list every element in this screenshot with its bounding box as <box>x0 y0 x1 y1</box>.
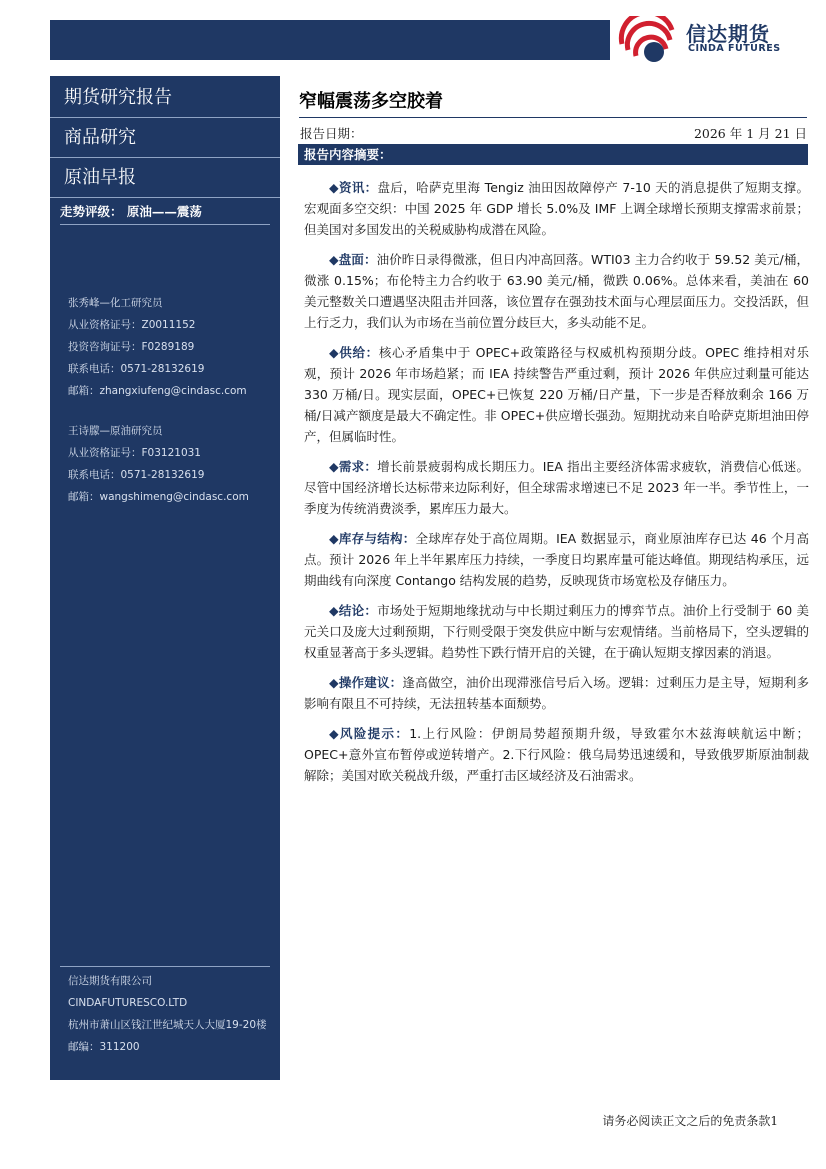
analyst-qualification: 从业资格证号：Z0011152 <box>68 319 196 331</box>
diamond-bullet-icon: ◆ <box>329 180 339 195</box>
analyst-consulting-cert: 投资咨询证号：F0289189 <box>68 341 195 353</box>
paragraph-heading: 结论： <box>338 603 378 618</box>
diamond-bullet-icon: ◆ <box>329 252 339 267</box>
paragraph-heading: 需求： <box>338 459 378 474</box>
analyst-email: 邮箱：wangshimeng@cindasc.com <box>68 491 249 503</box>
analyst-phone: 联系电话：0571-28132619 <box>68 469 205 481</box>
title-underline <box>299 117 807 118</box>
diamond-bullet-icon: ◆ <box>329 531 339 546</box>
paragraph-text: 市场处于短期地缘扰动与中长期过剩压力的博弈节点。油价上行受制于 60 美元关口及庞大过剩预期，下行则受限于突发供应中断与宏观情绪。当前格局下，空头逻辑的权重显著高于多头逻辑。趋势性下跌行情开启的关键，在于确认短期支撑因素的消退。 <box>304 603 809 660</box>
company-postcode: 邮编：311200 <box>68 1041 140 1053</box>
paragraph-market <box>304 249 809 333</box>
paragraph-heading: 供给： <box>339 345 379 360</box>
paragraph-heading: 盘面： <box>338 252 377 267</box>
paragraph-strategy <box>304 672 809 714</box>
paragraph-text: 盘后，哈萨克里海 Tengiz 油田因故障停产 7-10 天的消息提供了短期支撑。宏观面多空交织：中国 2025 年 GDP 增长 5.0%及 IMF 上调全球增长预期支撑需求前景；但美国对多国发出的关税威胁构成潜在风险。 <box>304 180 809 237</box>
company-address: 杭州市萧山区钱江世纪城天人大厦19-20楼 <box>68 1019 267 1031</box>
analyst-name: 张秀峰—化工研究员 <box>68 297 163 309</box>
diamond-bullet-icon: ◆ <box>329 726 340 741</box>
company-divider <box>60 966 270 967</box>
paragraph-news <box>304 177 809 240</box>
analyst-qualification: 从业资格证号：F03121031 <box>68 447 201 459</box>
paragraph-text: 增长前景疲弱构成长期压力。IEA 指出主要经济体需求疲软，消费信心低迷。尽管中国经济增长达标带来边际利好，但全球需求增速已不足 2023 年一半。季节性上，一季度为传统消费淡季，累库压力最大。 <box>304 459 809 516</box>
report-title: 窄幅震荡多空胶着 <box>299 91 443 112</box>
nav-futures-research: 期货研究报告 <box>50 78 280 118</box>
paragraph-text: 1.上行风险：伊朗局势超预期升级，导致霍尔木兹海峡航运中断；OPEC+意外宣布暂停或逆转增产。2.下行风险：俄乌局势迅速缓和，导致俄罗斯原油制裁解除；美国对欧关税战升级，严重打击区域经济及石油需求。 <box>304 726 809 783</box>
report-date-label: 报告日期： <box>300 126 363 141</box>
paragraph-heading: 风险提示： <box>339 726 410 741</box>
company-name-en: CINDAFUTURESCO.LTD <box>68 997 188 1009</box>
nav-commodity-research: 商品研究 <box>50 118 280 158</box>
analyst-wang <box>68 420 278 508</box>
company-info <box>68 970 278 1058</box>
brand-name: 信达期货 <box>686 22 770 46</box>
paragraph-inventory <box>304 528 809 591</box>
rating-divider <box>60 224 270 225</box>
report-date: 2026 年 1 月 21 日 <box>693 126 807 141</box>
paragraph-heading: 操作建议： <box>338 675 403 690</box>
header-band <box>50 20 610 60</box>
trend-rating: 走势评级： 原油——震荡 <box>60 204 202 219</box>
paragraph-demand <box>304 456 809 519</box>
paragraph-supply <box>304 342 809 447</box>
paragraph-text: 核心矛盾集中于 OPEC+政策路径与权威机构预期分歧。OPEC 维持相对乐观，预计 2026 年市场趋紧；而 IEA 持续警告严重过剩，预计 2026 年供应过剩量可能达 330 万桶/日。现实层面，OPEC+已恢复 220 万桶/日产量，下一步是否释放剩余 166 万桶/日减产额度是最大不确定性。非 OPEC+供应增长强劲。短期扰动来自哈萨克斯坦油田停产，但属临时性。 <box>304 345 809 444</box>
paragraph-text: 逢高做空，油价出现滞涨信号后入场。逻辑：过剩压力是主导，短期利多影响有限且不可持续，无法扭转基本面颓势。 <box>304 675 809 711</box>
paragraph-conclusion <box>304 600 809 663</box>
paragraph-heading: 资讯： <box>338 180 378 195</box>
diamond-bullet-icon: ◆ <box>329 345 340 360</box>
analyst-email: 邮箱：zhangxiufeng@cindasc.com <box>68 385 247 397</box>
paragraph-heading: 库存与结构： <box>338 531 416 546</box>
disclaimer-footer: 请务必阅读正文之后的免责条款1 <box>602 1114 778 1128</box>
nav-crude-oil-daily: 原油早报 <box>50 158 280 198</box>
sidebar <box>50 76 280 1080</box>
paragraph-text: 油价昨日录得微涨，但日内冲高回落。WTI03 主力合约收于 59.52 美元/桶，微涨 0.15%；布伦特主力合约收于 63.90 美元/桶，微跌 0.06%。总体来看，美油在 60 美元整数关口遭遇坚决阻击并回落，该位置存在强劲技术面与心理层面压力。交投活跃，但上行乏力，我们认为市场在当前位置分歧巨大，多头动能不足。 <box>304 252 809 330</box>
paragraph-risk <box>304 723 809 786</box>
company-name: 信达期货有限公司 <box>68 975 152 987</box>
brand-name-en: CINDA FUTURES <box>688 43 781 54</box>
diamond-bullet-icon: ◆ <box>329 675 339 690</box>
analyst-zhang <box>68 292 278 402</box>
summary-heading: 报告内容摘要： <box>298 144 808 165</box>
analyst-phone: 联系电话：0571-28132619 <box>68 363 205 375</box>
paragraph-text: 全球库存处于高位周期。IEA 数据显示，商业原油库存已达 46 个月高点。预计 2026 年上半年累库压力持续，一季度日均累库量可能达峰值。期现结构承压，远期曲线有向深度 Contango 结构发展的趋势，反映现货市场宽松及存储压力。 <box>304 531 809 588</box>
report-body <box>304 177 809 795</box>
diamond-bullet-icon: ◆ <box>329 603 339 618</box>
analyst-name: 王诗朦—原油研究员 <box>68 425 163 437</box>
diamond-bullet-icon: ◆ <box>329 459 339 474</box>
